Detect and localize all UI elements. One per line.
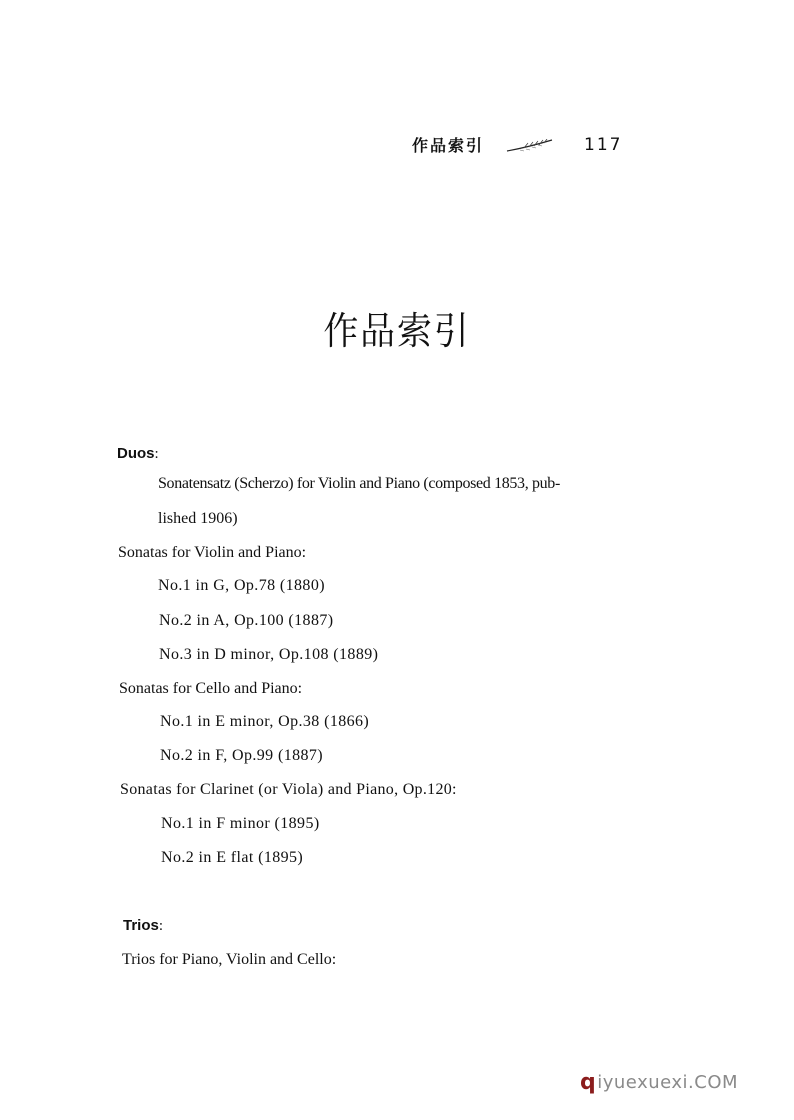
running-header-title: 作品索引 — [412, 136, 485, 155]
page-number: 117 — [584, 134, 623, 155]
running-header — [412, 133, 622, 156]
list-item: No.1 in E minor, Op.38 (1866) — [160, 713, 370, 730]
list-item: No.1 in F minor (1895) — [161, 815, 320, 832]
quill-pen-icon — [506, 139, 554, 153]
subsection-heading-clarinet: Sonatas for Clarinet (or Viola) and Piano, Op.120: — [120, 781, 457, 798]
list-item: No.2 in F, Op.99 (1887) — [160, 747, 324, 764]
subsection-heading-violin: Sonatas for Violin and Piano: — [118, 544, 307, 561]
list-item: Sonatensatz (Scherzo) for Violin and Piano (composed 1853, pub- — [158, 475, 560, 492]
section-heading-duos: Duos: — [117, 445, 159, 462]
list-item: No.2 in E flat (1895) — [161, 849, 304, 866]
list-item: No.2 in A, Op.100 (1887) — [159, 612, 334, 629]
site-watermark — [580, 1070, 738, 1095]
list-item: lished 1906) — [158, 510, 238, 527]
subsection-heading-piano-trios: Trios for Piano, Violin and Cello: — [122, 951, 337, 968]
watermark-logo-initial: q — [580, 1070, 597, 1095]
list-item: No.3 in D minor, Op.108 (1889) — [159, 646, 379, 663]
page-title: 作品索引 — [323, 309, 471, 353]
list-item: No.1 in G, Op.78 (1880) — [158, 577, 325, 594]
section-heading-trios: Trios: — [123, 917, 164, 934]
subsection-heading-cello: Sonatas for Cello and Piano: — [119, 680, 303, 697]
watermark-text: iyuexuexi.COM — [597, 1072, 739, 1093]
